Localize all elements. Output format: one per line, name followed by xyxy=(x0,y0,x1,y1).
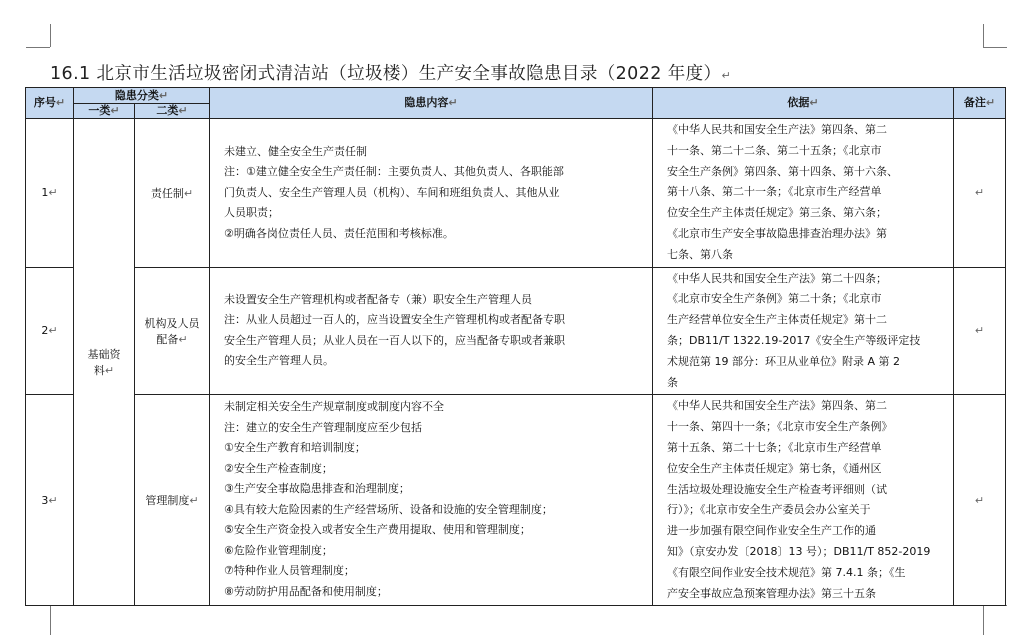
table-row xyxy=(26,395,1006,606)
header-seq[interactable]: 序号↵ xyxy=(26,88,74,119)
row-content-cell[interactable]: 未制定相关安全生产规章制度或制度内容不全 注：建立的安全生产管理制度应至少包括 ①安全生产教育和培训制度； ②安全生产检查制度； ③生产安全事故隐患排查和治理制度； ④具有较大危险因素的生产经营场所、设备和设施的安全管理制度； ⑤安全生产资金投入或者安全生产费用提取、使用和管理制度； ⑥危险作业管理制度； ⑦特种作业人员管理制度； ⑧劳动防护用品配备和使用制度； xyxy=(210,395,653,606)
row-cat2-cell[interactable]: 责任制↵ xyxy=(135,119,210,268)
row-basis-cell[interactable]: 《中华人民共和国安全生产法》第四条、第二 十一条、第二十二条、第二十五条；《北京市 安全生产条例》第四条、第十四条、第十六条、 第十八条、第二十一条；《北京市生产经营单 位安全生产主体责任规定》第三条、第六条； 《北京市生产安全事故隐患排查治理办法》第 七条、第八条 xyxy=(653,119,954,268)
row-seq-cell[interactable]: 2↵ xyxy=(26,267,74,395)
cat1-label-line1: 基础资 xyxy=(87,348,121,362)
row-cat2-cell[interactable]: 管理制度↵ xyxy=(135,395,210,606)
row-basis-cell[interactable]: 《中华人民共和国安全生产法》第四条、第二 十一条、第四十一条；《北京市安全生产条例》 第十五条、第二十七条；《北京市生产经营单 位安全生产主体责任规定》第七条，《通州区 生活垃圾处理设施安全生产检查考评细则（试 行）》；《北京市安全生产委员会办公室关于 进一步加强有限空间作业安全生产工作的通 知》（京安办发〔2018〕13 号）；DB11/T 852-2019 《有限空间作业安全技术规范》第 7.4.1 条；《生 产安全事故应急预案管理办法》第三十五条 xyxy=(653,395,954,606)
row-seq-cell[interactable]: 1↵ xyxy=(26,119,74,268)
row-cat1-cell[interactable]: 基础资 料↵ xyxy=(74,119,135,606)
hazard-table[interactable] xyxy=(25,87,1006,606)
crop-mark-top-left-h xyxy=(26,47,50,48)
header-category[interactable]: 隐患分类↵ xyxy=(74,88,210,104)
document-title[interactable] xyxy=(50,60,980,85)
crop-mark-bottom-left-v xyxy=(50,605,51,635)
header-remark[interactable]: 备注↵ xyxy=(954,88,1006,119)
row-seq-cell[interactable]: 3↵ xyxy=(26,395,74,606)
crop-mark-top-left-v xyxy=(50,24,51,47)
crop-mark-bottom-right-v xyxy=(983,605,984,635)
header-basis[interactable]: 依据↵ xyxy=(653,88,954,119)
document-title-text[interactable]: 16.1 北京市生活垃圾密闭式清洁站（垃圾楼）生产安全事故隐患目录（2022 年度） xyxy=(50,64,722,84)
row-content-cell[interactable]: 未建立、健全安全生产责任制 注：①建立健全安全生产责任制：主要负责人、其他负责人、各职能部 门负责人、安全生产管理人员（机构）、车间和班组负责人、其他从业 人员职责； ②明确各岗位责任人员、责任范围和考核标准。 xyxy=(210,119,653,268)
row-basis-cell[interactable]: 《中华人民共和国安全生产法》第二十四条； 《北京市安全生产条例》第二十条；《北京市 生产经营单位安全生产主体责任规定》第十二 条；DB11/T 1322.19-2017《安全生产等级评定技 术规范第 19 部分：环卫从业单位》附录 A 第 2 条 xyxy=(653,267,954,395)
cat1-label-line2: 料 xyxy=(93,364,105,378)
row-remark-cell[interactable]: ↵ xyxy=(954,267,1006,395)
header-cat2[interactable]: 二类↵ xyxy=(135,104,210,119)
table-row xyxy=(26,119,1006,268)
row-remark-cell[interactable]: ↵ xyxy=(954,119,1006,268)
table-row xyxy=(26,267,1006,395)
paragraph-mark: ↵ xyxy=(721,69,732,82)
row-remark-cell[interactable]: ↵ xyxy=(954,395,1006,606)
header-cat1[interactable]: 一类↵ xyxy=(74,104,135,119)
crop-mark-top-right-v xyxy=(983,24,984,47)
row-content-cell[interactable]: 未设置安全生产管理机构或者配备专（兼）职安全生产管理人员 注：从业人员超过一百人的，应当设置安全生产管理机构或者配备专职 安全生产管理人员；从业人员在一百人以下的，应当配备专职或者兼职 的安全生产管理人员。 xyxy=(210,267,653,395)
row-cat2-cell[interactable]: 机构及人员 配备↵ xyxy=(135,267,210,395)
header-content[interactable]: 隐患内容↵ xyxy=(210,88,653,119)
crop-mark-top-right-h xyxy=(983,47,1007,48)
